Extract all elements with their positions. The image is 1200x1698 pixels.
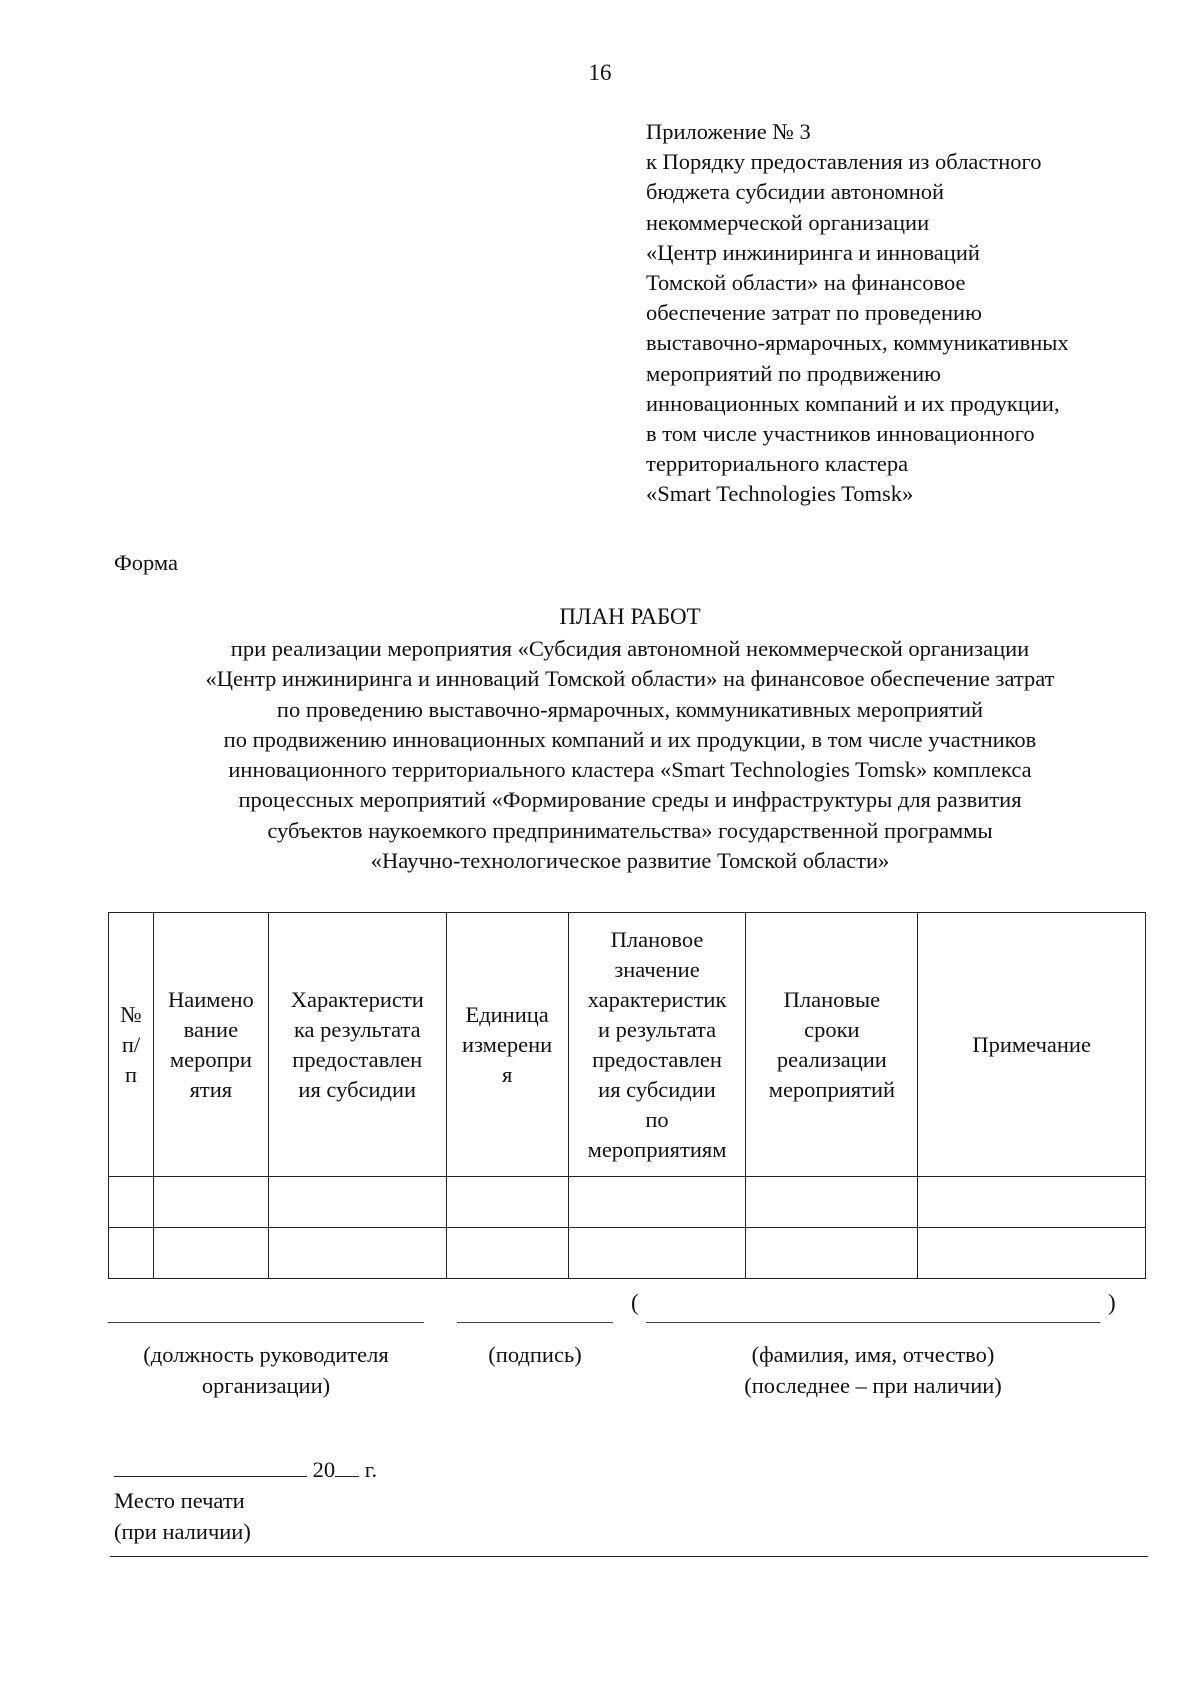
plan-line: по проведению выставочно-ярмарочных, коммуникативных мероприятий (276, 696, 984, 722)
plan-line: «Научно-технологическое развитие Томской области» (370, 848, 890, 874)
plan-line: субъектов наукоемкого предпринимательства» государственной программы (267, 817, 993, 843)
table-cell[interactable] (268, 1177, 446, 1228)
appendix-line: обеспечение затрат по проведению (646, 300, 982, 326)
appendix-line: бюджета субсидии автономной (646, 179, 945, 205)
table-cell[interactable] (918, 1228, 1146, 1279)
plan-line: «Центр инжиниринга и инноваций Томской области» на финансовое обеспечение затрат (205, 666, 1055, 692)
appendix-line: «Центр инжиниринга и инноваций (646, 239, 980, 265)
appendix-block (646, 117, 1069, 510)
appendix-line: к Порядку предоставления из областного (646, 149, 1042, 175)
form-label: Форма (114, 550, 179, 575)
appendix-line: выставочно-ярмарочных, коммуникативных (646, 330, 1069, 356)
full-name-line[interactable] (646, 1322, 1100, 1323)
table-row (109, 1177, 1146, 1228)
date-field (114, 1454, 377, 1483)
page-number: 16 (588, 60, 612, 85)
table-cell[interactable] (746, 1228, 918, 1279)
bottom-divider (110, 1556, 1148, 1557)
open-paren: ( (631, 1290, 639, 1315)
plan-table (108, 912, 1146, 1279)
table-cell[interactable] (446, 1228, 568, 1279)
signature-line[interactable] (457, 1322, 613, 1323)
appendix-line: некоммерческой организации (646, 209, 930, 235)
table-cell[interactable] (446, 1177, 568, 1228)
signature-caption: (подпись) (488, 1342, 582, 1367)
appendix-line: мероприятий по продвижению (646, 360, 941, 386)
plan-description (0, 634, 1200, 876)
table-cell[interactable] (153, 1228, 268, 1279)
appendix-line: инновационных компаний и их продукции, (646, 390, 1060, 416)
plan-line: по продвижению инновационных компаний и их продукции, в том числе участников (223, 726, 1037, 752)
position-signature-line[interactable] (108, 1322, 424, 1323)
appendix-line: «Smart Technologies Tomsk» (646, 481, 914, 507)
header-result-characteristic: Характеристи ка результата предоставлен ия субсидии (268, 913, 446, 1177)
date-year-prefix: 20 (312, 1457, 336, 1482)
header-note: Примечание (918, 913, 1146, 1177)
appendix-line: Томской области» на финансовое (646, 270, 966, 296)
plan-title: ПЛАН РАБОТ (559, 604, 701, 629)
appendix-line: Приложение № 3 (646, 119, 811, 144)
seal-place (114, 1486, 251, 1547)
table-cell[interactable] (109, 1228, 154, 1279)
appendix-line: территориального кластера (646, 451, 909, 477)
date-year-blank[interactable] (335, 1454, 359, 1477)
close-paren: ) (1108, 1290, 1116, 1315)
table-header-row (109, 913, 1146, 1177)
seal-line: Место печати (114, 1488, 245, 1513)
table-cell[interactable] (568, 1228, 746, 1279)
position-caption: (должность руководителя организации) (143, 1342, 389, 1398)
table-cell[interactable] (109, 1177, 154, 1228)
name-caption: (фамилия, имя, отчество) (последнее – при наличии) (744, 1342, 1002, 1398)
header-planned-value: Плановое значение характеристик и результата предоставлен ия субсидии по мероприятиям (568, 913, 746, 1177)
date-day-month-blank[interactable] (114, 1454, 307, 1477)
header-number: № п/ п (109, 913, 154, 1177)
plan-line: процессных мероприятий «Формирование среды и инфраструктуры для развития (238, 787, 1022, 813)
header-unit: Единица измерени я (446, 913, 568, 1177)
table-cell[interactable] (268, 1228, 446, 1279)
plan-line: при реализации мероприятия «Субсидия автономной некоммерческой организации (230, 636, 1030, 661)
plan-line: инновационного территориального кластера «Smart Technologies Tomsk» комплекса (228, 757, 1032, 783)
header-event-name: Наимено вание меропри ятия (153, 913, 268, 1177)
table-cell[interactable] (918, 1177, 1146, 1228)
table-cell[interactable] (153, 1177, 268, 1228)
appendix-line: в том числе участников инновационного (646, 421, 1035, 447)
date-year-suffix: г. (364, 1457, 378, 1482)
header-planned-dates: Плановые сроки реализации мероприятий (746, 913, 918, 1177)
table-cell[interactable] (746, 1177, 918, 1228)
seal-line: (при наличии) (114, 1518, 251, 1544)
table-row (109, 1228, 1146, 1279)
table-cell[interactable] (568, 1177, 746, 1228)
